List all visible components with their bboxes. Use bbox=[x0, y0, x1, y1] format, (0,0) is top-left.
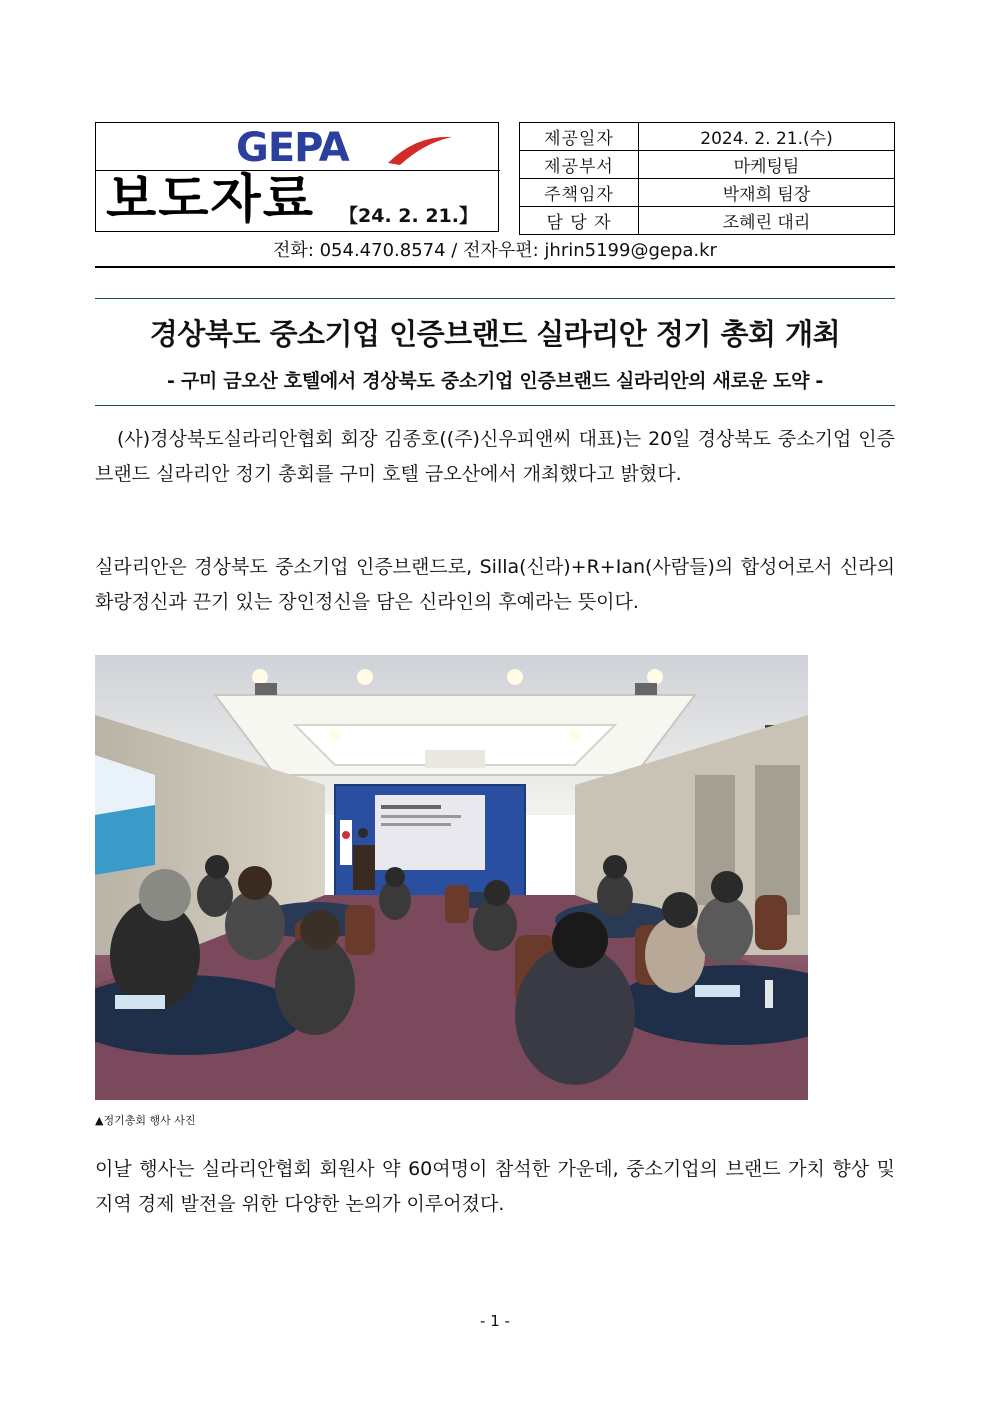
info-label: 제공일자 bbox=[520, 123, 639, 151]
table-row bbox=[520, 207, 895, 235]
press-release-title-box bbox=[95, 122, 499, 232]
contact-line: 전화: 054.470.8574 / 전자우편: jhrin5199@gepa.kr bbox=[273, 240, 717, 261]
info-value: 마케팅팀 bbox=[639, 151, 895, 179]
info-label: 제공부서 bbox=[520, 151, 639, 179]
logo-area bbox=[96, 123, 500, 171]
divider bbox=[95, 266, 895, 268]
divider bbox=[95, 405, 895, 406]
logo-swoosh-icon bbox=[386, 133, 456, 167]
info-value: 박재희 팀장 bbox=[639, 179, 895, 207]
photo-caption: ▲정기총회 행사 사진 bbox=[95, 1114, 196, 1127]
info-value: 2024. 2. 21.(수) bbox=[639, 123, 895, 151]
body-paragraph: (사)경상북도실라리안협회 회장 김종호((주)신우피앤씨 대표)는 20일 경상북도 중소기업 인증브랜드 실라리안 정기 총회를 구미 호텔 금오산에서 개최했다고 밝혔다. bbox=[95, 428, 895, 485]
event-photo bbox=[95, 655, 808, 1100]
info-value: 조혜린 대리 bbox=[639, 207, 895, 235]
body-paragraph: 이날 행사는 실라리안협회 회원사 약 60여명이 참석한 가운데, 중소기업의 브랜드 가치 향상 및 지역 경제 발전을 위한 다양한 논의가 이루어졌다. bbox=[95, 1158, 895, 1215]
divider bbox=[95, 298, 895, 299]
info-label: 주책임자 bbox=[520, 179, 639, 207]
release-info-table bbox=[519, 122, 895, 235]
gepa-logo: GEPA bbox=[236, 125, 349, 171]
doc-date: 【24. 2. 21.】 bbox=[339, 205, 478, 227]
page-number: - 1 - bbox=[480, 1312, 510, 1330]
headline: 경상북도 중소기업 인증브랜드 실라리안 정기 총회 개최 bbox=[149, 317, 841, 351]
subheadline: - 구미 금오산 호텔에서 경상북도 중소기업 인증브랜드 실라리안의 새로운 도약 - bbox=[166, 370, 824, 392]
body-paragraph: 실라리안은 경상북도 중소기업 인증브랜드로, Silla(신라)+R+Ian(사람들)의 합성어로서 신라의 화랑정신과 끈기 있는 장인정신을 담은 신라인의 후예라는 뜻이다. bbox=[95, 556, 895, 613]
doc-type-title: 보도자료 bbox=[106, 170, 315, 230]
table-row bbox=[520, 123, 895, 151]
table-row bbox=[520, 179, 895, 207]
table-row bbox=[520, 151, 895, 179]
info-label: 담 당 자 bbox=[520, 207, 639, 235]
